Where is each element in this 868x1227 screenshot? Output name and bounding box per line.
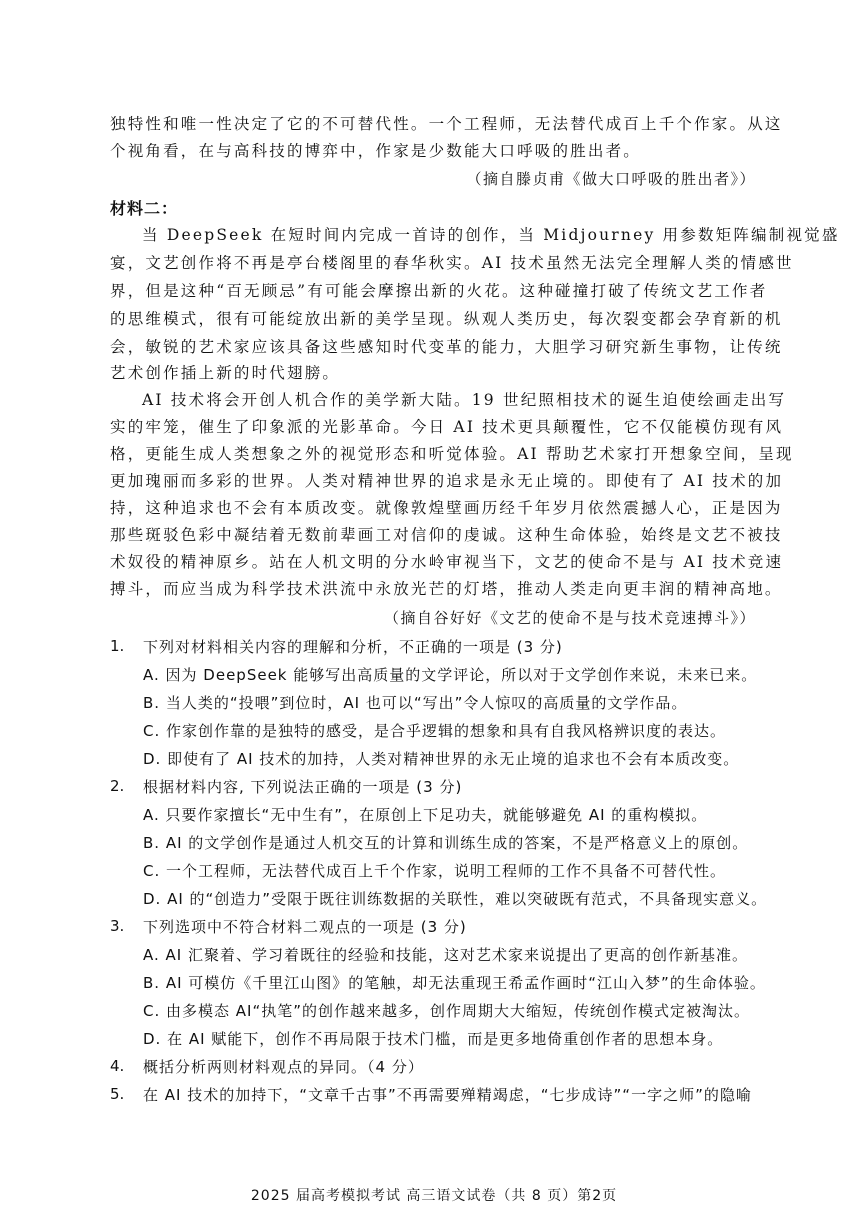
material2-heading: 材料二： bbox=[110, 199, 179, 218]
question-option: A. AI 汇聚着、学习着既往的经验和技能，这对艺术家来说提出了更高的创作新基准。 bbox=[143, 946, 748, 964]
question-option: B. AI 的文学创作是通过人机交互的计算和训练生成的答案，不是严格意义上的原创。 bbox=[143, 834, 749, 852]
question-stem: 下列选项中不符合材料二观点的一项是 (3 分) bbox=[143, 918, 467, 936]
material2-para1-line: 艺术创作插上新的时代翅膀。 bbox=[110, 364, 341, 382]
material2-para2-line: 实的牢笼，催生了印象派的光影革命。今日 AI 技术更具颠覆性，它不仅能模仿现有风 bbox=[110, 418, 784, 436]
passage1-line-1: 独特性和唯一性决定了它的不可替代性。一个工程师，无法替代成百上千个作家。从这 bbox=[110, 115, 783, 133]
material2-para2-line: 那些斑驳色彩中凝结着无数前辈画工对信仰的虔诚。这种生命体验，始终是文艺不被技 bbox=[110, 526, 783, 544]
question-option: C. 由多模态 AI“执笔”的创作越来越多，创作周期大大缩短，传统创作模式定被淘汰。 bbox=[143, 1002, 751, 1020]
question-option: B. AI 可模仿《千里江山图》的笔触，却无法重现王希孟作画时“江山入梦”的生命体验。 bbox=[143, 974, 766, 992]
question-option: C. 作家创作靠的是独特的感受，是合乎逻辑的想象和具有自我风格辨识度的表达。 bbox=[143, 722, 727, 740]
material2-para2-line: 搏斗，而应当成为科学技术洪流中永放光芒的灯塔，推动人类走向更丰润的精神高地。 bbox=[110, 580, 783, 598]
material2-para1-line: 当 DeepSeek 在短时间内完成一首诗的创作，当 Midjourney 用参数矩阵编制视觉盛 bbox=[142, 226, 840, 244]
material2-source: （摘自谷好好《文艺的使命不是与技术竞速搏斗》） bbox=[383, 609, 756, 627]
passage1-line-2: 个视角看，在与高科技的博弈中，作家是少数能大口呼吸的胜出者。 bbox=[110, 142, 642, 160]
material2-para2-line: 持，这种追求也不会有本质改变。就像敦煌壁画历经千年岁月依然震撼人心，正是因为 bbox=[110, 499, 783, 517]
passage1-source: （摘自滕贞甫《做大口呼吸的胜出者》） bbox=[466, 170, 756, 188]
material2-para1-line: 界，但是这种“百无顾忌”有可能会摩擦出新的火花。这种碰撞打破了传统文艺工作者 bbox=[110, 282, 768, 300]
question-number: 5. bbox=[110, 1085, 125, 1103]
question-option: D. 即使有了 AI 技术的加持，人类对精神世界的永无止境的追求也不会有本质改变。 bbox=[143, 750, 740, 768]
question-number: 2. bbox=[110, 777, 125, 795]
material2-para2-line: 更加瑰丽而多彩的世界。人类对精神世界的追求是永无止境的。即使有了 AI 技术的加 bbox=[110, 472, 784, 490]
material2-para1-line: 宴，文艺创作将不再是亭台楼阁里的春华秋实。AI 技术虽然无法完全理解人类的情感世 bbox=[110, 254, 794, 272]
material2-para2-line: 格，更能生成人类想象之外的视觉形态和听觉体验。AI 帮助艺术家打开想象空间，呈现 bbox=[110, 445, 794, 463]
question-stem: 下列对材料相关内容的理解和分析，不正确的一项是 (3 分) bbox=[143, 638, 563, 656]
question-option: A. 只要作家擅长“无中生有”，在原创上下足功夫，就能够避免 AI 的重构模拟。 bbox=[143, 806, 708, 824]
question-option: B. 当人类的“投喂”到位时，AI 也可以“写出”令人惊叹的高质量的文学作品。 bbox=[143, 694, 688, 712]
question-number: 3. bbox=[110, 917, 125, 935]
question-number: 4. bbox=[110, 1057, 125, 1075]
question-number: 1. bbox=[110, 637, 125, 655]
question-option: C. 一个工程师，无法替代成百上千个作家，说明工程师的工作不具备不可替代性。 bbox=[143, 862, 727, 880]
question-stem: 在 AI 技术的加持下，“文章千古事”不再需要殚精竭虑，“七步成诗”“一字之师”的隐喻 bbox=[143, 1086, 752, 1104]
page-footer: 2025 届高考模拟考试 高三语文试卷（共 8 页）第2页 bbox=[250, 1188, 618, 1204]
question-stem: 概括分析两则材料观点的异同。（4 分） bbox=[143, 1058, 424, 1076]
question-option: A. 因为 DeepSeek 能够写出高质量的文学评论，所以对于文学创作来说，未来已来。 bbox=[143, 666, 758, 684]
material2-para2-line: 术奴役的精神原乡。站在人机文明的分水岭审视当下，文艺的使命不是与 AI 技术竞速 bbox=[110, 553, 784, 571]
material2-para2-line: AI 技术将会开创人机合作的美学新大陆。19 世纪照相技术的诞生迫使绘画走出写 bbox=[142, 391, 787, 409]
question-stem: 根据材料内容, 下列说法正确的一项是 (3 分) bbox=[143, 778, 463, 796]
question-option: D. 在 AI 赋能下，创作不再局限于技术门槛，而是更多地倚重创作者的思想本身。 bbox=[143, 1030, 724, 1048]
question-option: D. AI 的“创造力”受限于既往训练数据的关联性，难以突破既有范式，不具备现实意义。 bbox=[143, 890, 768, 908]
material2-para1-line: 的思维模式，很有可能绽放出新的美学呈现。纵观人类历史，每次裂变都会孕育新的机 bbox=[110, 310, 783, 328]
material2-para1-line: 会，敏锐的艺术家应该具备这些感知时代变革的能力，大胆学习研究新生事物，让传统 bbox=[110, 338, 783, 356]
